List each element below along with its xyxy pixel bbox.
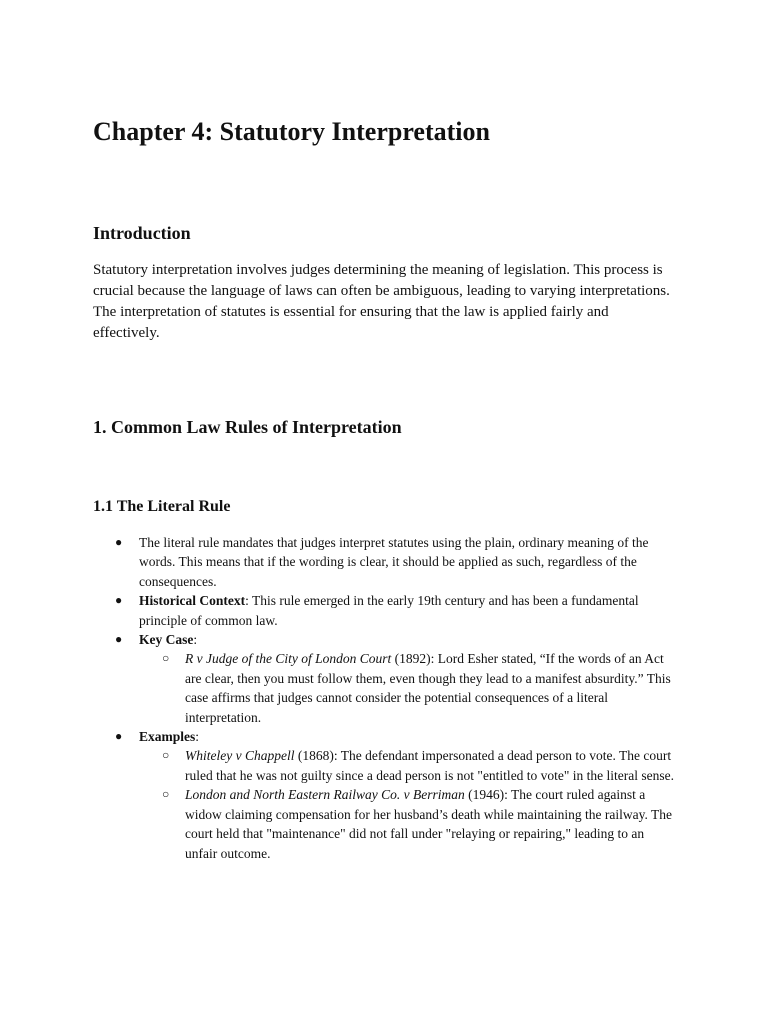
introduction-paragraph: Statutory interpretation involves judges determining the meaning of legislation. This process is crucial because the language of laws can often be ambiguous, leading to varying interpretations. The interpretation of statutes is essential for ensuring that the law is applied fairly and effectively. <box>93 262 670 341</box>
case-description: (1868): The defendant impersonated a dead person to vote. The court ruled that he was not guilty since a dead person is not "entitled to vote" in the literal sense. <box>185 748 675 783</box>
examples-sub-list <box>139 746 679 862</box>
bullet-marker: ● <box>115 729 123 744</box>
case-description: (1892): Lord Esher stated, “If the words of an Act are clear, then you must follow them, even though they lead to a manifest absurdity.” This case affirms that judges cannot consider the potential consequences of a literal interpretation. <box>185 651 671 725</box>
key-case-colon: : <box>193 632 198 648</box>
examples-colon: : <box>195 729 200 745</box>
examples-label: Examples <box>139 729 196 745</box>
definition-text: The literal rule mandates that judges interpret statutes using the plain, ordinary meaning of the words. This means that if the wording is clear, it should be applied as such, regardless of the consequences. <box>139 535 649 589</box>
sub-item-example <box>162 746 679 785</box>
section-heading-common-law-rules: 1. Common Law Rules of Interpretation <box>93 417 402 437</box>
sub-bullet-marker: ○ <box>162 748 170 763</box>
literal-rule-bullet-list <box>115 533 679 863</box>
case-description: (1946): The court ruled against a widow claiming compensation for her husband’s death while maintaining the railway. The court held that "maintenance" did not fall under "relaying or repairing," leading to an unfair outcome. <box>185 787 673 861</box>
bullet-item-historical-context <box>115 591 679 630</box>
bullet-item-examples <box>115 727 679 863</box>
sub-bullet-marker: ○ <box>162 787 170 802</box>
case-name: London and North Eastern Railway Co. v Berriman <box>185 787 465 803</box>
bullet-marker: ● <box>115 593 123 608</box>
bullet-marker: ● <box>115 535 123 549</box>
page-title: Chapter 4: Statutory Interpretation <box>93 117 490 146</box>
bullet-item-definition <box>115 533 679 591</box>
case-name: R v Judge of the City of London Court <box>185 651 392 667</box>
case-name: Whiteley v Chappell <box>185 748 295 764</box>
introduction-heading: Introduction <box>93 223 191 243</box>
key-case-label: Key Case <box>139 632 194 648</box>
sub-item-example <box>162 785 679 863</box>
bullet-marker: ● <box>115 632 123 647</box>
subsection-heading-literal-rule: 1.1 The Literal Rule <box>93 498 231 515</box>
sub-bullet-marker: ○ <box>162 651 170 666</box>
historical-context-text: : This rule emerged in the early 19th century and has been a fundamental principle of common law. <box>139 593 639 628</box>
sub-item-key-case <box>162 649 679 727</box>
historical-context-label: Historical Context <box>139 593 246 609</box>
key-case-sub-list <box>139 649 679 727</box>
bullet-item-key-case <box>115 630 679 727</box>
